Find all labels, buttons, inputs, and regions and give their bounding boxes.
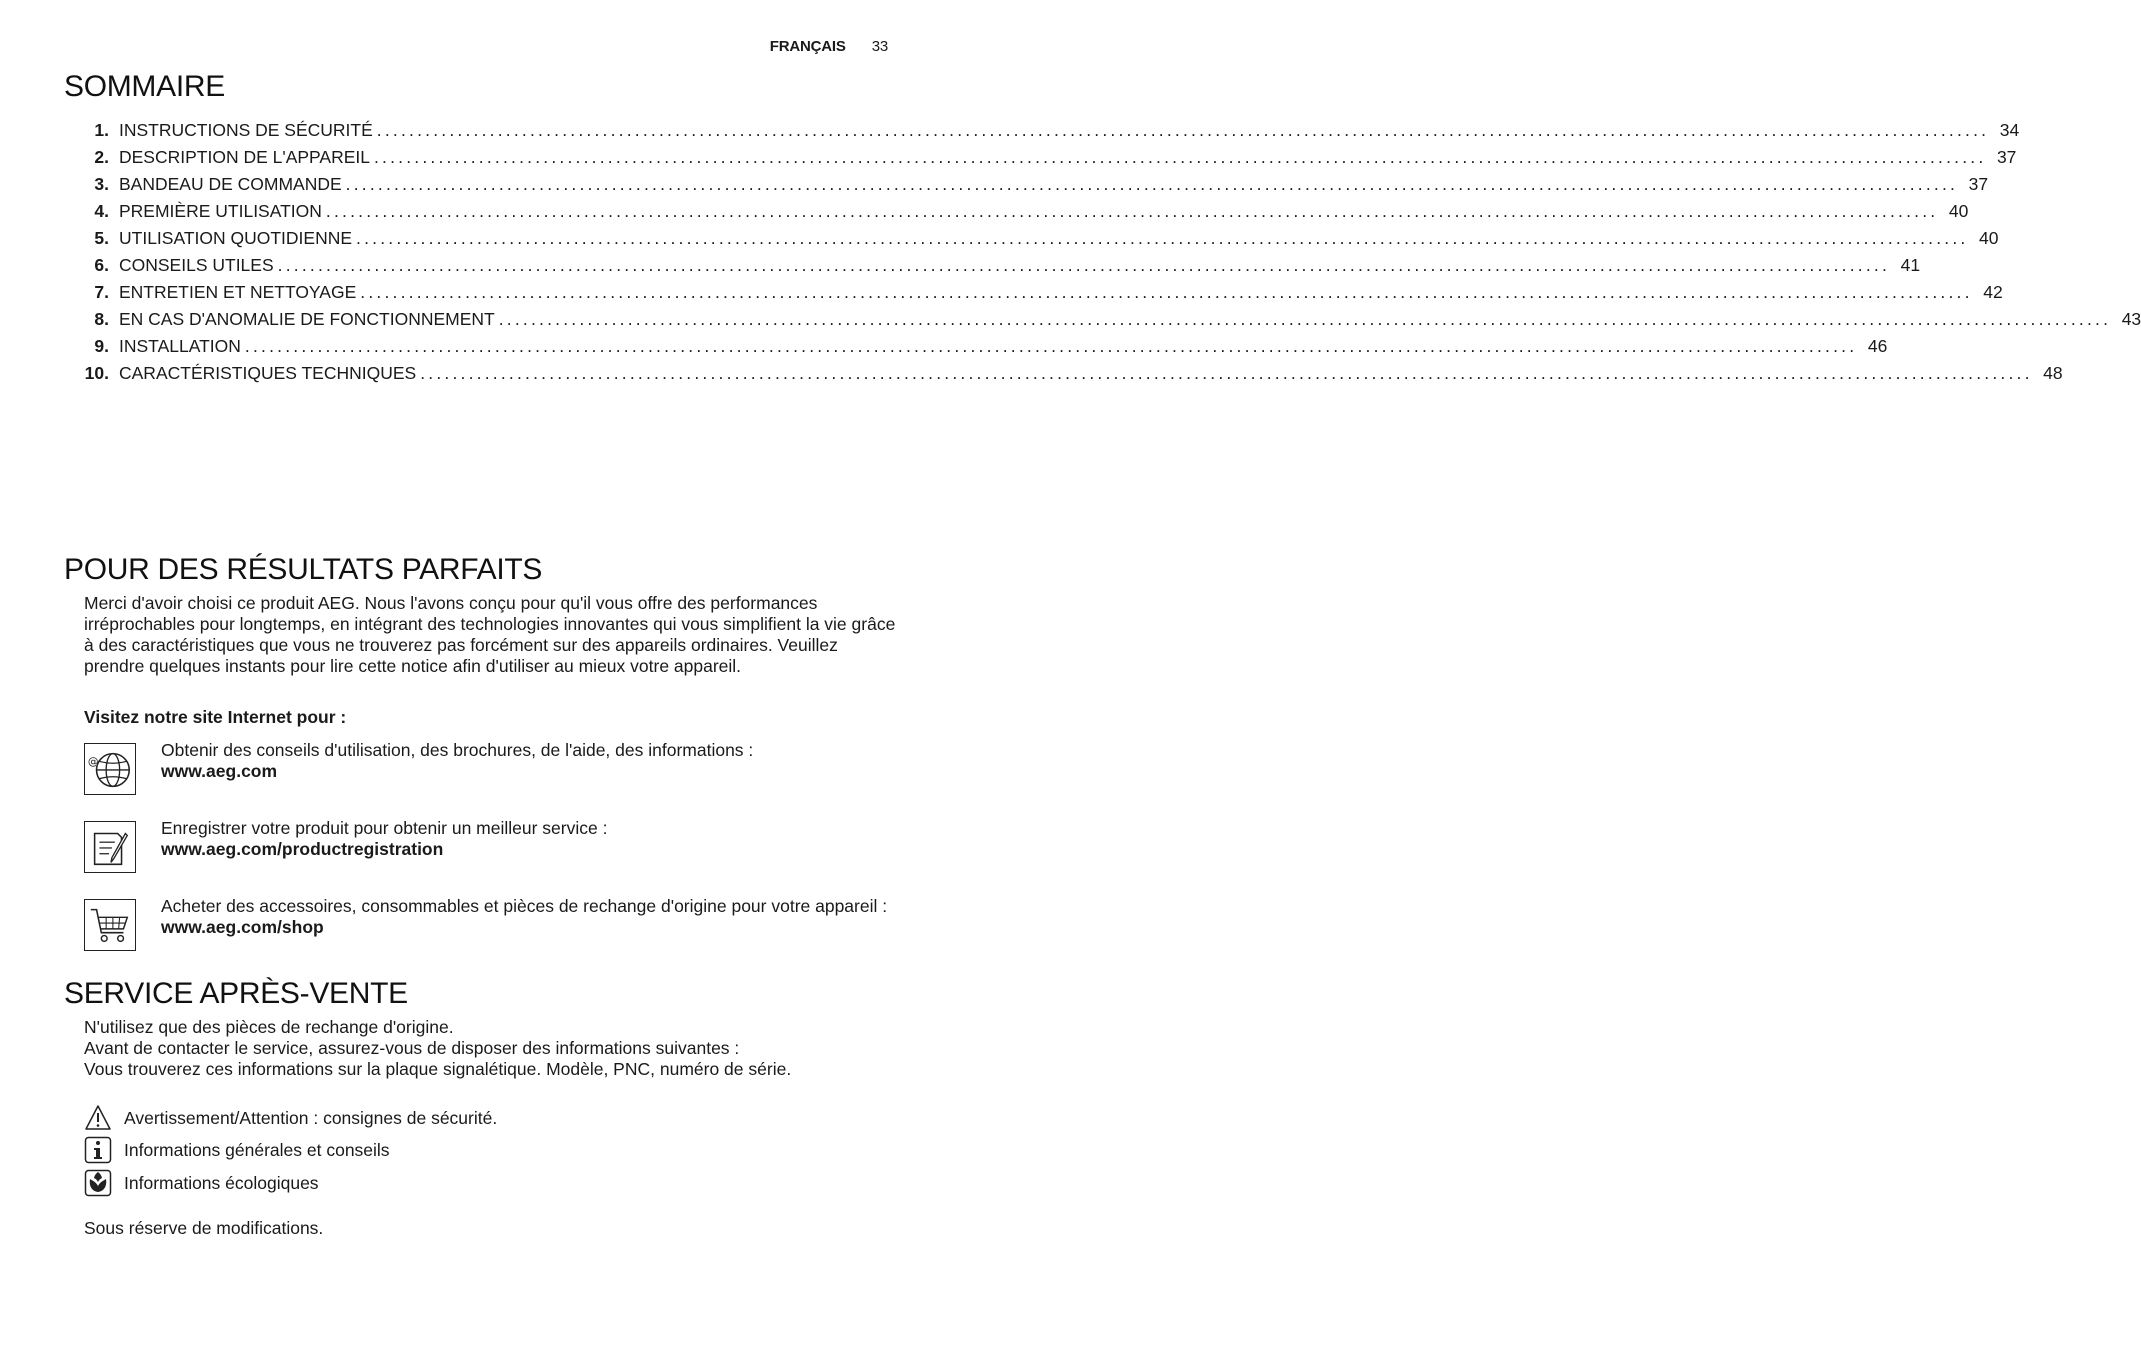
toc-page-number: 40 xyxy=(1978,228,1999,248)
toc-page-number: 41 xyxy=(1900,255,1921,275)
link-product-registration[interactable]: www.aeg.com/productregistration xyxy=(161,839,444,859)
info-icon xyxy=(84,1136,112,1164)
toc-leader: ........................................................................................................................................................................................................ xyxy=(360,282,1973,302)
toc-number: 2. xyxy=(94,147,109,167)
toc-entry-title: ENTRETIEN ET NETTOYAGE xyxy=(119,282,357,302)
toc-leader: ........................................................................................................................................................................................................ xyxy=(244,336,1858,356)
toc-entry-title: UTILISATION QUOTIDIENNE xyxy=(119,228,353,248)
toc-page-number: 40 xyxy=(1948,201,1969,221)
toc-leader: ........................................................................................................................................................................................................ xyxy=(277,255,1891,275)
language-label: FRANÇAIS xyxy=(769,38,846,55)
toc-entry[interactable] xyxy=(80,336,1888,363)
legend-warning xyxy=(84,1104,497,1132)
toc-entry-title: CARACTÉRISTIQUES TECHNIQUES xyxy=(119,363,417,383)
visit-label: Visitez notre site Internet pour : xyxy=(84,707,347,727)
toc-page-number: 37 xyxy=(1996,147,2017,167)
link-aeg-shop[interactable]: www.aeg.com/shop xyxy=(161,917,324,937)
link-aeg-com[interactable]: www.aeg.com xyxy=(161,761,278,781)
toc-page-number: 46 xyxy=(1867,336,1888,356)
toc-leader: ........................................................................................................................................................................................................ xyxy=(498,309,2112,329)
toc-leader: ........................................................................................................................................................................................................ xyxy=(420,363,2033,383)
eco-icon xyxy=(84,1169,112,1197)
toc-entry[interactable] xyxy=(80,309,2141,336)
warning-icon xyxy=(84,1104,112,1132)
link-registration-text: Enregistrer votre produit pour obtenir un meilleur service : xyxy=(161,818,608,838)
toc-page-number: 48 xyxy=(2043,363,2063,383)
toc-number: 5. xyxy=(94,228,109,248)
toc-number: 4. xyxy=(94,201,109,221)
toc-page-number: 34 xyxy=(1999,120,2020,140)
registration-icon xyxy=(84,821,136,873)
service-heading: SERVICE APRÈS-VENTE xyxy=(64,977,408,1010)
toc-entry[interactable] xyxy=(80,120,2020,147)
service-line: Avant de contacter le service, assurez-vous de disposer des informations suivantes : xyxy=(84,1038,740,1058)
toc-entry-title: INSTRUCTIONS DE SÉCURITÉ xyxy=(119,120,373,140)
toc-entry-title: INSTALLATION xyxy=(119,336,241,356)
toc-heading: SOMMAIRE xyxy=(64,70,225,103)
link-registration xyxy=(161,818,891,860)
service-text xyxy=(84,1017,904,1080)
page-header xyxy=(770,38,888,55)
toc-number: 10. xyxy=(84,363,109,383)
toc-entry[interactable] xyxy=(80,201,1969,228)
toc-entry-title: EN CAS D'ANOMALIE DE FONCTIONNEMENT xyxy=(119,309,495,329)
toc-entry[interactable] xyxy=(80,174,1989,201)
toc-number: 8. xyxy=(94,309,109,329)
toc-entry-title: PREMIÈRE UTILISATION xyxy=(119,201,322,221)
legend-text: Informations générales et conseils xyxy=(124,1139,390,1160)
shopping-cart-icon xyxy=(84,899,136,951)
toc-entry[interactable] xyxy=(80,228,1999,255)
toc-leader: ........................................................................................................................................................................................................ xyxy=(374,147,1987,167)
toc-number: 1. xyxy=(94,120,109,140)
toc-entry[interactable] xyxy=(80,363,2063,390)
globe-icon xyxy=(84,743,136,795)
service-line: N'utilisez que des pièces de rechange d'origine. xyxy=(84,1017,454,1037)
link-shop xyxy=(161,896,891,938)
toc-entry-title: DESCRIPTION DE L'APPAREIL xyxy=(119,147,370,167)
toc-number: 6. xyxy=(94,255,109,275)
toc-number: 7. xyxy=(94,282,109,302)
intro-paragraph: Merci d'avoir choisi ce produit AEG. Nous l'avons conçu pour qu'il vous offre des performances irréprochables pour longtemps, en intégrant des technologies innovantes qui vous simplifient la vie grâce à des caractéristiques que vous ne trouverez pas forcément sur des appareils ordinaires. Veuillez prendre quelques instants pour lire cette notice afin d'utiliser au mieux votre appareil. xyxy=(84,593,896,676)
results-heading: POUR DES RÉSULTATS PARFAITS xyxy=(64,553,543,586)
toc-number: 3. xyxy=(94,174,109,194)
legend-eco xyxy=(84,1169,319,1197)
toc-page-number: 43 xyxy=(2121,309,2141,329)
footer-note: Sous réserve de modifications. xyxy=(84,1218,324,1238)
toc-number: 9. xyxy=(94,336,109,356)
toc-page-number: 37 xyxy=(1968,174,1989,194)
page-number: 33 xyxy=(871,38,888,55)
table-of-contents xyxy=(80,120,2141,390)
service-line: Vous trouverez ces informations sur la plaque signalétique. Modèle, PNC, numéro de série. xyxy=(84,1059,792,1079)
toc-leader: ........................................................................................................................................................................................................ xyxy=(345,174,1959,194)
link-advice xyxy=(161,740,891,782)
toc-entry[interactable] xyxy=(80,255,1921,282)
legend-info xyxy=(84,1136,390,1164)
toc-leader: ........................................................................................................................................................................................................ xyxy=(356,228,1969,248)
svg-text:@: @ xyxy=(87,756,99,769)
toc-entry[interactable] xyxy=(80,147,2017,174)
toc-leader: ........................................................................................................................................................................................................ xyxy=(376,120,1990,140)
toc-leader: ........................................................................................................................................................................................................ xyxy=(325,201,1939,221)
legend-text: Avertissement/Attention : consignes de sécurité. xyxy=(124,1107,498,1128)
toc-entry[interactable] xyxy=(80,282,2003,309)
legend-text: Informations écologiques xyxy=(124,1172,319,1193)
toc-entry-title: BANDEAU DE COMMANDE xyxy=(119,174,342,194)
toc-entry-title: CONSEILS UTILES xyxy=(119,255,274,275)
link-advice-text: Obtenir des conseils d'utilisation, des brochures, de l'aide, des informations : xyxy=(161,740,754,760)
toc-page-number: 42 xyxy=(1983,282,2003,302)
link-shop-text: Acheter des accessoires, consommables et pièces de rechange d'origine pour votre appareil : xyxy=(161,896,888,916)
